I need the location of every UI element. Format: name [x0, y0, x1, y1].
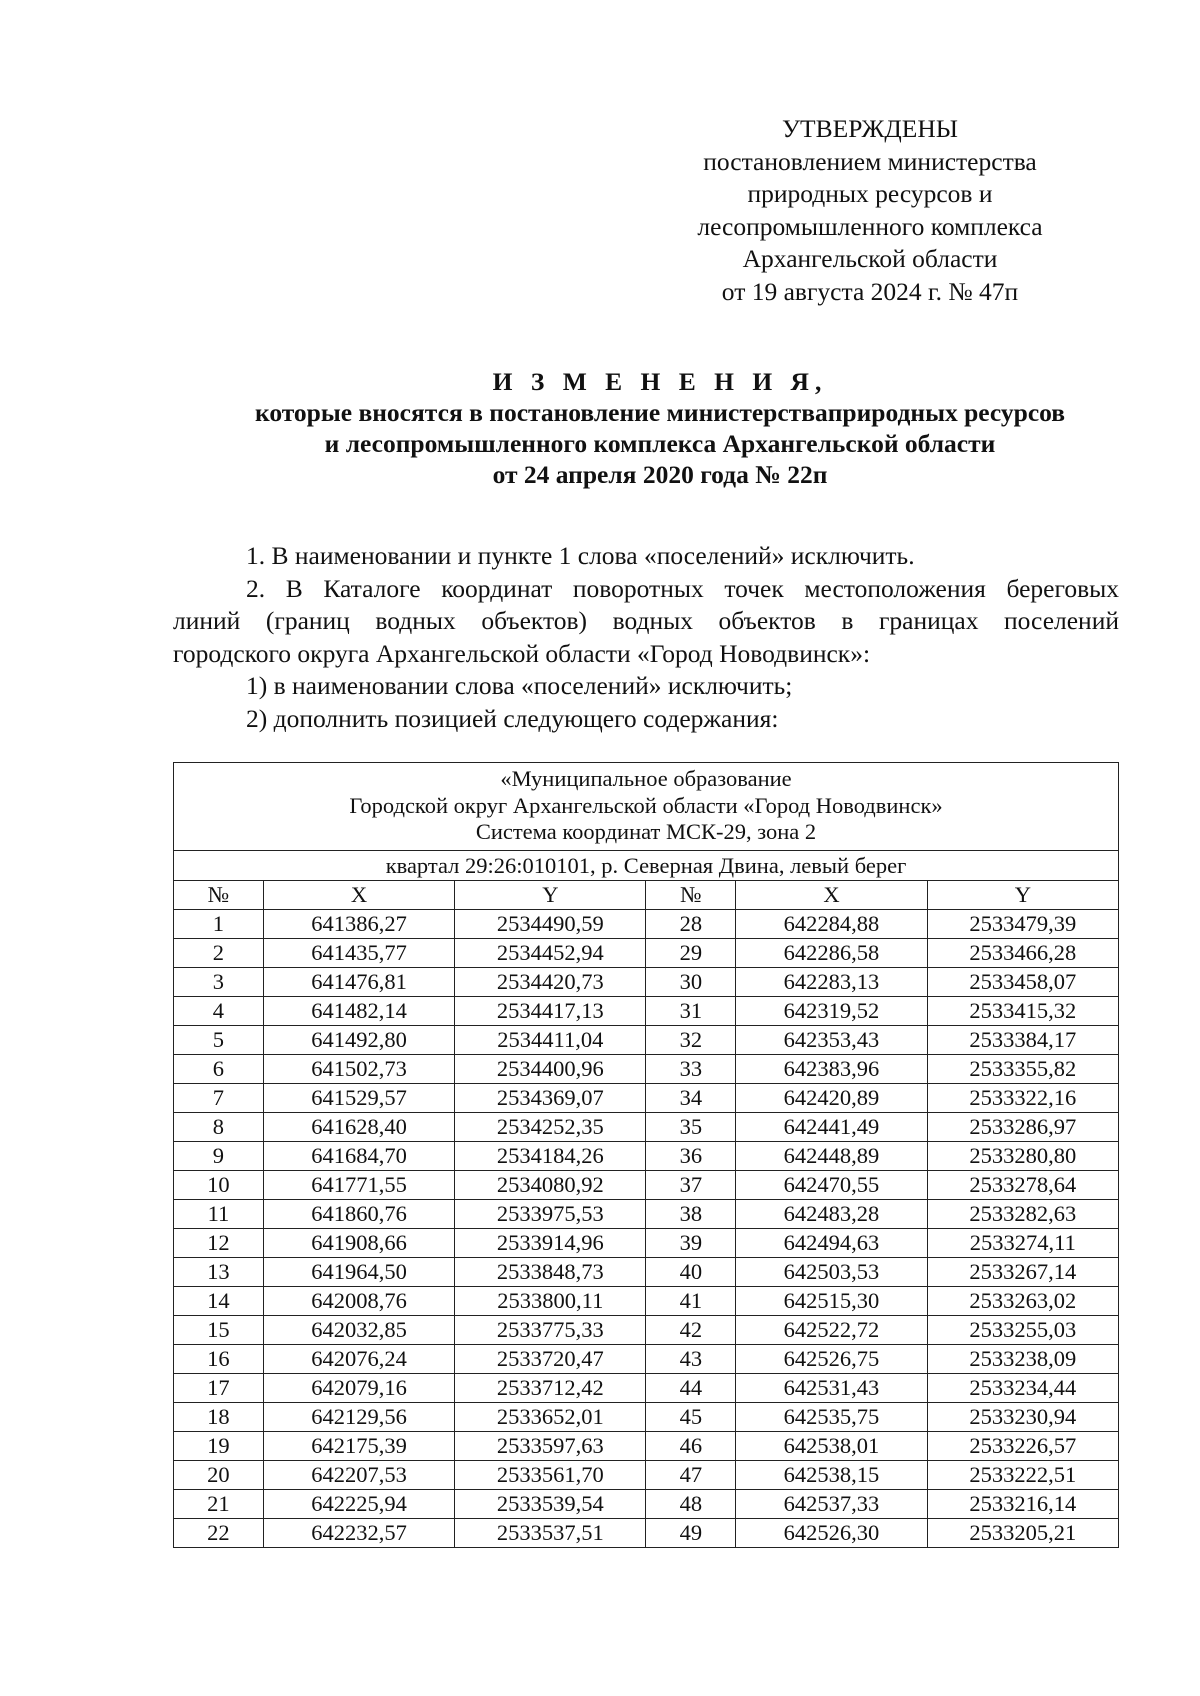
y-coordinate: 2534252,35	[455, 1112, 646, 1141]
x-coordinate: 642076,24	[263, 1344, 454, 1373]
x-coordinate: 641435,77	[263, 938, 454, 967]
table-row	[174, 1286, 1119, 1315]
paragraph-2-line-3: городского округа Архангельской области «Город Новодвинск»:	[173, 638, 871, 668]
x-coordinate: 642284,88	[736, 909, 927, 938]
table-row	[174, 967, 1119, 996]
y-coordinate: 2533539,54	[455, 1489, 646, 1518]
header-num: №	[174, 880, 264, 909]
point-number: 18	[174, 1402, 264, 1431]
y-coordinate: 2533274,11	[927, 1228, 1118, 1257]
x-coordinate: 641476,81	[263, 967, 454, 996]
point-number: 43	[646, 1344, 736, 1373]
title-line: от 24 апреля 2020 года № 22п	[492, 460, 828, 489]
y-coordinate: 2533230,94	[927, 1402, 1118, 1431]
body-text	[173, 540, 1119, 735]
x-coordinate: 642225,94	[263, 1489, 454, 1518]
x-coordinate: 641529,57	[263, 1083, 454, 1112]
y-coordinate: 2533597,63	[455, 1431, 646, 1460]
y-coordinate: 2534400,96	[455, 1054, 646, 1083]
y-coordinate: 2533914,96	[455, 1228, 646, 1257]
table-row	[174, 909, 1119, 938]
x-coordinate: 642175,39	[263, 1431, 454, 1460]
approval-line: Архангельской области	[742, 244, 998, 273]
y-coordinate: 2534184,26	[455, 1141, 646, 1170]
table-row	[174, 1402, 1119, 1431]
y-coordinate: 2533561,70	[455, 1460, 646, 1489]
x-coordinate: 641908,66	[263, 1228, 454, 1257]
point-number: 9	[174, 1141, 264, 1170]
table-row	[174, 1257, 1119, 1286]
point-number: 48	[646, 1489, 736, 1518]
point-number: 2	[174, 938, 264, 967]
table-row	[174, 1373, 1119, 1402]
x-coordinate: 641860,76	[263, 1199, 454, 1228]
table-row	[174, 1315, 1119, 1344]
x-coordinate: 642538,01	[736, 1431, 927, 1460]
x-coordinate: 642207,53	[263, 1460, 454, 1489]
point-number: 8	[174, 1112, 264, 1141]
point-number: 16	[174, 1344, 264, 1373]
point-number: 21	[174, 1489, 264, 1518]
point-number: 17	[174, 1373, 264, 1402]
x-coordinate: 642441,49	[736, 1112, 927, 1141]
y-coordinate: 2533720,47	[455, 1344, 646, 1373]
point-number: 37	[646, 1170, 736, 1199]
point-number: 39	[646, 1228, 736, 1257]
header-y: Y	[927, 880, 1118, 909]
y-coordinate: 2533238,09	[927, 1344, 1118, 1373]
title-line: и лесопромышленного комплекса Архангельской области	[324, 429, 996, 458]
header-y: Y	[455, 880, 646, 909]
y-coordinate: 2533652,01	[455, 1402, 646, 1431]
x-coordinate: 642538,15	[736, 1460, 927, 1489]
y-coordinate: 2533458,07	[927, 967, 1118, 996]
x-coordinate: 641684,70	[263, 1141, 454, 1170]
header-x: X	[263, 880, 454, 909]
x-coordinate: 642494,63	[736, 1228, 927, 1257]
point-number: 14	[174, 1286, 264, 1315]
y-coordinate: 2533322,16	[927, 1083, 1118, 1112]
y-coordinate: 2533415,32	[927, 996, 1118, 1025]
title-line: которые вносятся в постановление министерствaприродных ресурсов	[254, 398, 1066, 427]
table-row	[174, 1489, 1119, 1518]
y-coordinate: 2533267,14	[927, 1257, 1118, 1286]
approval-line: лесопромышленного комплекса	[697, 211, 1043, 241]
y-coordinate: 2533278,64	[927, 1170, 1118, 1199]
y-coordinate: 2533775,33	[455, 1315, 646, 1344]
x-coordinate: 641771,55	[263, 1170, 454, 1199]
table-row	[174, 1199, 1119, 1228]
approval-line: природных ресурсов и	[747, 179, 993, 208]
y-coordinate: 2533975,53	[455, 1199, 646, 1228]
y-coordinate: 2533280,80	[927, 1141, 1118, 1170]
y-coordinate: 2534452,94	[455, 938, 646, 967]
y-coordinate: 2533286,97	[927, 1112, 1118, 1141]
y-coordinate: 2533205,21	[927, 1518, 1118, 1547]
x-coordinate: 642420,89	[736, 1083, 927, 1112]
x-coordinate: 642286,58	[736, 938, 927, 967]
table-row	[174, 1112, 1119, 1141]
point-number: 13	[174, 1257, 264, 1286]
x-coordinate: 641386,27	[263, 909, 454, 938]
y-coordinate: 2534369,07	[455, 1083, 646, 1112]
point-number: 35	[646, 1112, 736, 1141]
y-coordinate: 2533234,44	[927, 1373, 1118, 1402]
y-coordinate: 2533222,51	[927, 1460, 1118, 1489]
table-row	[174, 938, 1119, 967]
point-number: 5	[174, 1025, 264, 1054]
point-number: 19	[174, 1431, 264, 1460]
table-header-row	[174, 880, 1119, 909]
y-coordinate: 2533282,63	[927, 1199, 1118, 1228]
point-number: 38	[646, 1199, 736, 1228]
table-subheading: квартал 29:26:010101, р. Северная Двина, левый берег	[174, 850, 1119, 880]
y-coordinate: 2533226,57	[927, 1431, 1118, 1460]
x-coordinate: 641502,73	[263, 1054, 454, 1083]
point-number: 7	[174, 1083, 264, 1112]
header-num: №	[646, 880, 736, 909]
x-coordinate: 642526,75	[736, 1344, 927, 1373]
point-number: 15	[174, 1315, 264, 1344]
x-coordinate: 642032,85	[263, 1315, 454, 1344]
point-number: 11	[174, 1199, 264, 1228]
point-number: 4	[174, 996, 264, 1025]
x-coordinate: 642470,55	[736, 1170, 927, 1199]
x-coordinate: 641628,40	[263, 1112, 454, 1141]
point-number: 20	[174, 1460, 264, 1489]
x-coordinate: 642353,43	[736, 1025, 927, 1054]
y-coordinate: 2534080,92	[455, 1170, 646, 1199]
table-row	[174, 1141, 1119, 1170]
caption-line: Городской округ Архангельской области «Город Новодвинск»	[349, 792, 943, 818]
point-number: 22	[174, 1518, 264, 1547]
title-heading: И З М Е Н Е Н И Я,	[492, 367, 828, 396]
point-number: 12	[174, 1228, 264, 1257]
x-coordinate: 642448,89	[736, 1141, 927, 1170]
y-coordinate: 2533216,14	[927, 1489, 1118, 1518]
point-number: 3	[174, 967, 264, 996]
y-coordinate: 2534490,59	[455, 909, 646, 938]
y-coordinate: 2534420,73	[455, 967, 646, 996]
x-coordinate: 642008,76	[263, 1286, 454, 1315]
y-coordinate: 2533712,42	[455, 1373, 646, 1402]
table-row	[174, 996, 1119, 1025]
x-coordinate: 642531,43	[736, 1373, 927, 1402]
point-number: 33	[646, 1054, 736, 1083]
point-number: 44	[646, 1373, 736, 1402]
y-coordinate: 2533355,82	[927, 1054, 1118, 1083]
point-number: 34	[646, 1083, 736, 1112]
approval-stamp	[655, 113, 1085, 308]
point-number: 42	[646, 1315, 736, 1344]
x-coordinate: 642503,53	[736, 1257, 927, 1286]
x-coordinate: 642483,28	[736, 1199, 927, 1228]
y-coordinate: 2533800,11	[455, 1286, 646, 1315]
x-coordinate: 642522,72	[736, 1315, 927, 1344]
paragraph-3: 1) в наименовании слова «поселений» исключить;	[246, 671, 793, 700]
y-coordinate: 2533479,39	[927, 909, 1118, 938]
x-coordinate: 642319,52	[736, 996, 927, 1025]
x-coordinate: 642232,57	[263, 1518, 454, 1547]
y-coordinate: 2534417,13	[455, 996, 646, 1025]
y-coordinate: 2533384,17	[927, 1025, 1118, 1054]
y-coordinate: 2533537,51	[455, 1518, 646, 1547]
coordinates-table	[173, 762, 1119, 1548]
point-number: 46	[646, 1431, 736, 1460]
approval-line: от 19 августа 2024 г. № 47п	[721, 276, 1019, 306]
point-number: 30	[646, 967, 736, 996]
point-number: 28	[646, 909, 736, 938]
paragraph-1: 1. В наименовании и пункте 1 слова «поселений» исключить.	[246, 541, 915, 570]
x-coordinate: 641492,80	[263, 1025, 454, 1054]
y-coordinate: 2533466,28	[927, 938, 1118, 967]
table-row	[174, 1170, 1119, 1199]
table-row	[174, 1025, 1119, 1054]
y-coordinate: 2533848,73	[455, 1257, 646, 1286]
table-row	[174, 1431, 1119, 1460]
y-coordinate: 2534411,04	[455, 1025, 646, 1054]
x-coordinate: 642537,33	[736, 1489, 927, 1518]
table-caption	[174, 763, 1119, 851]
x-coordinate: 641482,14	[263, 996, 454, 1025]
table-row	[174, 1083, 1119, 1112]
caption-line: Система координат МСК-29, зона 2	[475, 819, 817, 844]
point-number: 40	[646, 1257, 736, 1286]
table-row	[174, 1228, 1119, 1257]
point-number: 31	[646, 996, 736, 1025]
point-number: 36	[646, 1141, 736, 1170]
point-number: 1	[174, 909, 264, 938]
approval-line: постановлением министерства	[703, 146, 1037, 176]
table-row	[174, 1054, 1119, 1083]
document-title	[160, 366, 1160, 490]
point-number: 32	[646, 1025, 736, 1054]
paragraph-2-line-1: 2. В Каталоге координат поворотных точек местоположения береговых	[246, 573, 1119, 603]
point-number: 6	[174, 1054, 264, 1083]
y-coordinate: 2533263,02	[927, 1286, 1118, 1315]
x-coordinate: 642535,75	[736, 1402, 927, 1431]
x-coordinate: 642129,56	[263, 1402, 454, 1431]
table-row	[174, 1518, 1119, 1547]
point-number: 47	[646, 1460, 736, 1489]
x-coordinate: 642515,30	[736, 1286, 927, 1315]
y-coordinate: 2533255,03	[927, 1315, 1118, 1344]
point-number: 29	[646, 938, 736, 967]
x-coordinate: 642283,13	[736, 967, 927, 996]
header-x: X	[736, 880, 927, 909]
paragraph-4: 2) дополнить позицией следующего содержания:	[246, 703, 779, 733]
point-number: 45	[646, 1402, 736, 1431]
x-coordinate: 642079,16	[263, 1373, 454, 1402]
paragraph-2-line-2: линий (границ водных объектов) водных объектов в границах поселений	[173, 606, 1119, 635]
point-number: 41	[646, 1286, 736, 1315]
point-number: 49	[646, 1518, 736, 1547]
x-coordinate: 641964,50	[263, 1257, 454, 1286]
table-row	[174, 1344, 1119, 1373]
approval-heading: УТВЕРЖДЕНЫ	[782, 114, 958, 143]
caption-line: «Муниципальное образование	[500, 766, 792, 791]
table-row	[174, 1460, 1119, 1489]
x-coordinate: 642526,30	[736, 1518, 927, 1547]
point-number: 10	[174, 1170, 264, 1199]
x-coordinate: 642383,96	[736, 1054, 927, 1083]
